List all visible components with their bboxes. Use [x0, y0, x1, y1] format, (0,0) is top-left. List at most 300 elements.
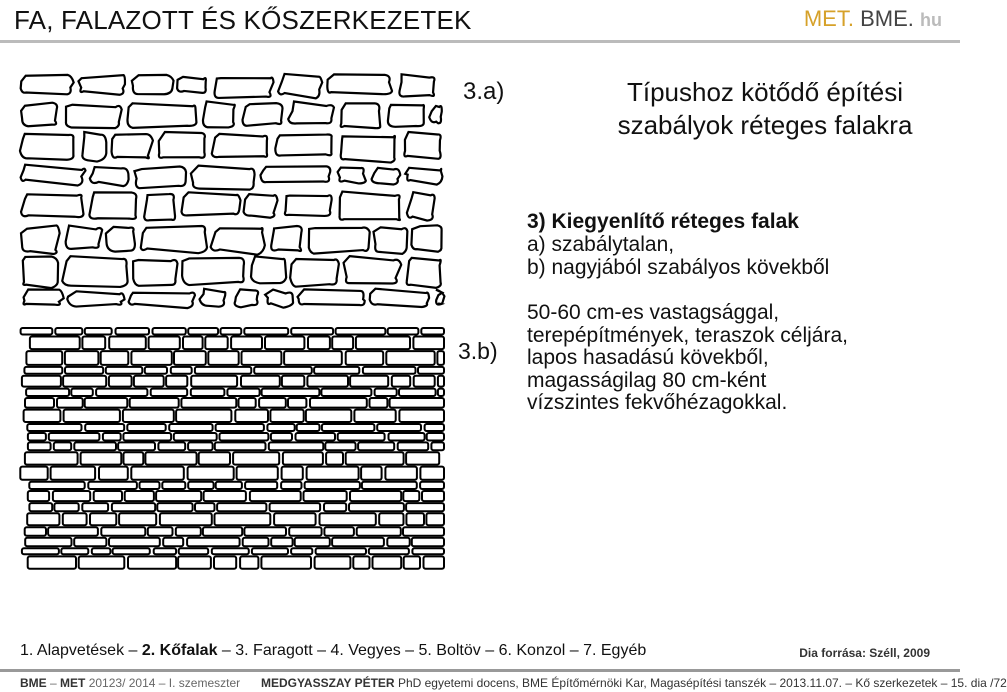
stone-shape	[358, 442, 394, 450]
stone-shape	[29, 503, 52, 511]
stone-shape	[162, 482, 185, 489]
stone-shape	[332, 538, 384, 546]
stone-shape	[49, 433, 100, 441]
stone-shape	[200, 289, 226, 307]
stone-shape	[290, 259, 339, 287]
irregular-stone-wall-drawing	[18, 72, 446, 310]
stone-shape	[298, 289, 365, 305]
stone-shape	[176, 527, 201, 536]
stone-shape	[88, 482, 137, 489]
stone-shape	[322, 424, 375, 431]
stone-shape	[195, 503, 215, 511]
stone-shape	[25, 527, 46, 536]
stone-shape	[321, 389, 371, 396]
stone-shape	[353, 556, 369, 568]
stone-shape	[346, 452, 404, 464]
stone-shape	[62, 256, 127, 287]
stone-shape	[304, 491, 347, 501]
stone-shape	[235, 410, 268, 422]
stone-shape	[310, 398, 367, 408]
stone-shape	[436, 290, 444, 305]
stone-shape	[424, 556, 445, 568]
stone-shape	[370, 289, 429, 307]
label-3a: 3.a)	[463, 78, 505, 105]
stone-shape	[265, 290, 293, 308]
nav-item-egyeb[interactable]: 7. Egyéb	[583, 642, 647, 659]
stone-shape	[332, 337, 353, 350]
stone-shape	[21, 103, 57, 127]
stone-shape	[354, 410, 395, 422]
stone-shape	[116, 328, 150, 335]
stone-shape	[373, 227, 407, 254]
stone-shape	[389, 433, 425, 441]
stone-shape	[188, 467, 234, 480]
stone-shape	[123, 410, 174, 422]
stone-shape	[377, 424, 421, 431]
stone-shape	[199, 452, 230, 464]
stone-shape	[361, 467, 382, 480]
footer-author-info: MEDGYASSZAY PÉTER PhD egyetemi docens, BME Építőmérnöki Kar, Magasépítési tanszék – 2013.11.07. – Kő szerkezetek – 15. dia /72	[261, 676, 1007, 690]
stone-shape	[134, 376, 164, 387]
brand-hu: hu	[920, 10, 942, 30]
stone-shape	[431, 442, 444, 450]
stone-shape	[21, 328, 53, 335]
stone-shape	[203, 527, 242, 536]
stone-shape	[64, 410, 120, 422]
coursed-wall-svg	[18, 326, 446, 572]
stone-shape	[212, 134, 267, 157]
stone-shape	[217, 503, 266, 511]
stone-shape	[74, 442, 116, 450]
stone-shape	[375, 389, 397, 396]
stone-shape	[346, 351, 384, 365]
stone-shape	[21, 194, 83, 217]
stone-shape	[78, 75, 125, 95]
stone-shape	[81, 452, 122, 464]
stone-shape	[414, 376, 435, 387]
stone-shape	[85, 424, 124, 431]
stone-shape	[406, 513, 424, 525]
stone-shape	[25, 452, 78, 464]
stone-shape	[403, 491, 419, 501]
stone-shape	[140, 482, 160, 489]
stone-shape	[27, 424, 81, 431]
stone-shape	[438, 389, 444, 396]
stone-shape	[55, 328, 82, 335]
stone-shape	[29, 482, 84, 489]
stone-shape	[67, 291, 124, 306]
stone-shape	[145, 367, 167, 374]
description-block	[527, 302, 848, 415]
stone-shape	[159, 132, 205, 158]
stone-shape	[123, 433, 171, 441]
stone-shape	[24, 367, 62, 374]
stone-shape	[369, 548, 409, 554]
stone-shape	[94, 491, 122, 501]
stone-shape	[215, 442, 266, 450]
stone-shape	[141, 226, 207, 253]
stone-shape	[426, 513, 444, 525]
stone-shape	[54, 503, 78, 511]
stone-shape	[22, 376, 61, 387]
desc-line: 50-60 cm-es vastagsággal,	[527, 301, 780, 324]
stone-shape	[350, 376, 388, 387]
stone-shape	[282, 376, 304, 387]
footer	[20, 676, 1007, 690]
stone-shape	[233, 452, 279, 464]
desc-line: lapos hasadású kövekből,	[527, 346, 769, 369]
stone-shape	[131, 351, 171, 365]
stone-shape	[118, 442, 155, 450]
stone-shape	[420, 482, 444, 489]
heading-line-1: Típushoz kötődő építési	[626, 77, 904, 107]
stone-shape	[340, 192, 400, 220]
stone-shape	[113, 548, 150, 554]
section-item-a: a) szabálytalan,	[527, 233, 675, 256]
stone-shape	[160, 513, 212, 525]
stone-shape	[187, 538, 240, 546]
stone-shape	[259, 398, 286, 408]
stone-shape	[119, 513, 156, 525]
stone-shape	[336, 328, 386, 335]
stone-shape	[221, 328, 242, 335]
stone-shape	[306, 410, 351, 422]
stone-shape	[106, 227, 135, 252]
stone-shape	[388, 328, 419, 335]
stone-shape	[307, 467, 359, 480]
stone-shape	[235, 289, 258, 307]
stone-shape	[404, 132, 440, 159]
stone-shape	[51, 467, 96, 480]
stone-shape	[205, 337, 227, 350]
section-title: 3) Kiegyenlítő réteges falak	[527, 210, 799, 233]
stone-shape	[28, 556, 76, 568]
desc-line: terepépítmények, teraszok céljára,	[527, 323, 848, 347]
stone-shape	[151, 389, 188, 396]
slide-source: Dia forrása: Széll, 2009	[799, 646, 930, 660]
stone-shape	[407, 258, 441, 288]
stone-shape	[216, 424, 264, 431]
stone-shape	[61, 548, 88, 554]
stone-shape	[271, 433, 292, 441]
stone-shape	[231, 337, 262, 350]
stone-shape	[128, 556, 176, 568]
stone-shape	[285, 195, 332, 216]
stone-shape	[66, 226, 103, 249]
stone-shape	[131, 467, 184, 480]
chapter-nav: 1. Alapvetések – 2. Kőfalak – 3. Faragott – 4. Vegyes – 5. Boltöv – 6. Konzol – 7. Egyéb	[20, 642, 647, 659]
stone-shape	[149, 337, 180, 350]
stone-shape	[20, 134, 73, 160]
stone-shape	[208, 351, 238, 365]
stone-shape	[386, 351, 434, 365]
nav-item-boltov[interactable]: 5. Boltöv	[418, 642, 481, 659]
stone-shape	[21, 165, 86, 186]
stone-shape	[245, 482, 277, 489]
stone-shape	[411, 225, 441, 251]
stone-shape	[403, 527, 444, 536]
stone-shape	[324, 503, 346, 511]
stone-shape	[195, 367, 251, 374]
stone-shape	[85, 328, 112, 335]
stone-shape	[101, 527, 145, 536]
stone-shape	[271, 538, 292, 546]
stone-shape	[216, 482, 242, 489]
stone-shape	[338, 168, 366, 184]
stone-shape	[288, 102, 334, 124]
stone-shape	[157, 503, 192, 511]
stone-shape	[99, 467, 128, 480]
stone-shape	[28, 433, 46, 441]
stone-shape	[82, 503, 108, 511]
stone-shape	[191, 389, 225, 396]
stone-shape	[250, 491, 301, 501]
stone-shape	[188, 328, 218, 335]
stone-shape	[438, 376, 444, 387]
stone-shape	[174, 433, 217, 441]
stone-shape	[418, 367, 444, 374]
stone-shape	[283, 452, 323, 464]
stone-shape	[356, 337, 410, 350]
stone-shape	[315, 556, 351, 568]
coursed-stone-wall-drawing	[18, 326, 446, 572]
stone-shape	[270, 503, 321, 511]
stone-shape	[154, 548, 176, 554]
stone-shape	[24, 289, 64, 304]
stone-shape	[373, 556, 402, 568]
stone-shape	[241, 376, 280, 387]
stone-shape	[282, 467, 303, 480]
stone-shape	[112, 134, 153, 158]
stone-shape	[171, 367, 192, 374]
stone-shape	[392, 376, 410, 387]
nav-item-vegyes[interactable]: 4. Vegyes	[330, 642, 401, 659]
stone-shape	[309, 228, 370, 254]
stone-shape	[82, 337, 105, 350]
stone-shape	[106, 367, 143, 374]
stone-shape	[288, 398, 306, 408]
stone-shape	[127, 424, 165, 431]
stone-shape	[63, 376, 106, 387]
section-item-b: b) nagyjából szabályos kövekből	[527, 256, 830, 279]
heading-line-2: szabályok réteges falakra	[617, 110, 913, 140]
slide-number: 15. dia /72	[950, 676, 1007, 690]
stone-shape	[25, 398, 54, 408]
stone-shape	[178, 556, 211, 568]
stone-shape	[385, 467, 417, 480]
stone-shape	[240, 556, 258, 568]
stone-shape	[291, 548, 312, 554]
stone-shape	[188, 482, 213, 489]
stone-shape	[398, 442, 429, 450]
stone-shape	[53, 491, 90, 501]
stone-shape	[79, 556, 125, 568]
stone-shape	[96, 389, 147, 396]
stone-shape	[350, 491, 401, 501]
stone-shape	[316, 548, 366, 554]
stone-shape	[133, 260, 177, 286]
label-3b: 3.b)	[458, 338, 498, 364]
stone-shape	[357, 527, 401, 536]
stone-shape	[370, 398, 388, 408]
stone-shape	[48, 527, 98, 536]
stone-shape	[85, 398, 128, 408]
stone-shape	[326, 452, 343, 464]
stone-shape	[215, 78, 274, 98]
stone-shape	[421, 328, 444, 335]
stone-shape	[243, 103, 283, 126]
stone-shape	[103, 433, 121, 441]
stone-shape	[295, 538, 330, 546]
stone-shape	[109, 538, 160, 546]
stone-shape	[296, 433, 336, 441]
stone-shape	[21, 225, 60, 254]
stone-shape	[124, 452, 144, 464]
stone-shape	[181, 398, 236, 408]
stone-shape	[144, 194, 175, 220]
stone-shape	[254, 367, 312, 374]
stone-shape	[237, 467, 278, 480]
stone-shape	[341, 136, 395, 163]
stone-shape	[399, 74, 434, 96]
stone-shape	[153, 328, 186, 335]
stone-shape	[422, 491, 444, 501]
nav-item-faragott[interactable]: 3. Faragott	[235, 642, 313, 659]
stone-shape	[261, 556, 311, 568]
stone-shape	[145, 452, 196, 464]
nav-item-alapvetesek[interactable]: 1. Alapvetések	[20, 642, 125, 659]
stone-shape	[182, 192, 241, 215]
stone-shape	[148, 527, 173, 536]
stone-shape	[270, 410, 303, 422]
stone-shape	[27, 513, 59, 525]
stone-shape	[203, 101, 235, 127]
stone-shape	[363, 367, 416, 374]
stone-shape	[404, 556, 420, 568]
stone-shape	[22, 548, 59, 554]
stone-shape	[427, 433, 444, 441]
stone-shape	[349, 503, 404, 511]
stone-shape	[24, 410, 61, 422]
brand-logo[interactable]	[804, 6, 942, 32]
stone-shape	[271, 226, 302, 251]
stone-shape	[204, 491, 246, 501]
stone-shape	[275, 135, 331, 156]
stone-shape	[425, 424, 444, 431]
stone-shape	[109, 337, 146, 350]
stone-shape	[57, 398, 83, 408]
stone-shape	[244, 328, 288, 335]
stone-shape	[243, 538, 269, 546]
stone-shape	[307, 376, 348, 387]
stone-shape	[191, 376, 237, 387]
stone-shape	[420, 467, 444, 480]
irregular-wall-svg	[18, 72, 446, 310]
stone-shape	[71, 389, 93, 396]
stone-shape	[344, 256, 402, 283]
stone-shape	[413, 337, 444, 350]
stone-shape	[262, 389, 320, 396]
stone-shape	[28, 491, 49, 501]
stone-shape	[274, 513, 316, 525]
stone-shape	[101, 351, 129, 365]
stone-shape	[191, 166, 255, 190]
stone-shape	[26, 351, 62, 365]
stone-shape	[399, 389, 436, 396]
stone-shape	[30, 337, 80, 350]
stone-shape	[26, 389, 69, 396]
stone-shape	[220, 433, 269, 441]
stone-shape	[314, 367, 359, 374]
stone-shape	[387, 538, 409, 546]
stone-shape	[90, 167, 129, 186]
stone-shape	[227, 389, 259, 396]
stone-shape	[325, 442, 355, 450]
stone-shape	[338, 433, 385, 441]
nav-item-konzol[interactable]: 6. Konzol	[498, 642, 566, 659]
section-block	[527, 210, 829, 279]
stone-shape	[21, 75, 74, 94]
slide-heading	[580, 76, 950, 142]
stone-shape	[179, 548, 209, 554]
stone-shape	[25, 538, 71, 546]
stone-shape	[163, 538, 183, 546]
stone-shape	[20, 467, 47, 480]
stone-shape	[65, 367, 103, 374]
stone-shape	[390, 398, 444, 408]
stone-shape	[406, 452, 439, 464]
stone-shape	[281, 482, 301, 489]
stone-shape	[372, 168, 401, 185]
stone-shape	[308, 337, 330, 350]
stone-shape	[127, 103, 196, 128]
stone-shape	[132, 75, 174, 94]
stone-shape	[291, 328, 333, 335]
stone-shape	[176, 410, 231, 422]
stone-shape	[412, 538, 444, 546]
stone-shape	[320, 513, 376, 525]
stone-shape	[158, 442, 185, 450]
stone-shape	[278, 74, 322, 98]
stone-shape	[244, 194, 278, 218]
stone-shape	[341, 103, 381, 128]
stone-shape	[130, 398, 179, 408]
stone-shape	[214, 556, 236, 568]
stone-shape	[74, 538, 106, 546]
stone-shape	[177, 77, 206, 93]
stone-shape	[244, 527, 286, 536]
stone-shape	[82, 132, 106, 162]
stone-shape	[212, 548, 249, 554]
desc-line: magasságilag 80 cm-ként	[527, 368, 767, 392]
stone-shape	[260, 166, 330, 182]
stone-shape	[92, 548, 111, 554]
stone-shape	[109, 376, 132, 387]
stone-shape	[406, 503, 444, 511]
stone-shape	[412, 548, 444, 554]
footer-course: BME – MET 20123/ 2014 – I. szemeszter	[20, 676, 241, 690]
stone-shape	[65, 351, 99, 365]
nav-item-kofalak[interactable]: 2. Kőfalak	[141, 642, 218, 659]
brand-met: MET.	[803, 6, 854, 31]
stone-shape	[297, 424, 320, 431]
stone-shape	[429, 106, 442, 123]
stone-shape	[388, 105, 424, 127]
stone-shape	[174, 351, 206, 365]
stone-shape	[399, 410, 444, 422]
stone-shape	[407, 192, 435, 220]
stone-shape	[169, 424, 212, 431]
